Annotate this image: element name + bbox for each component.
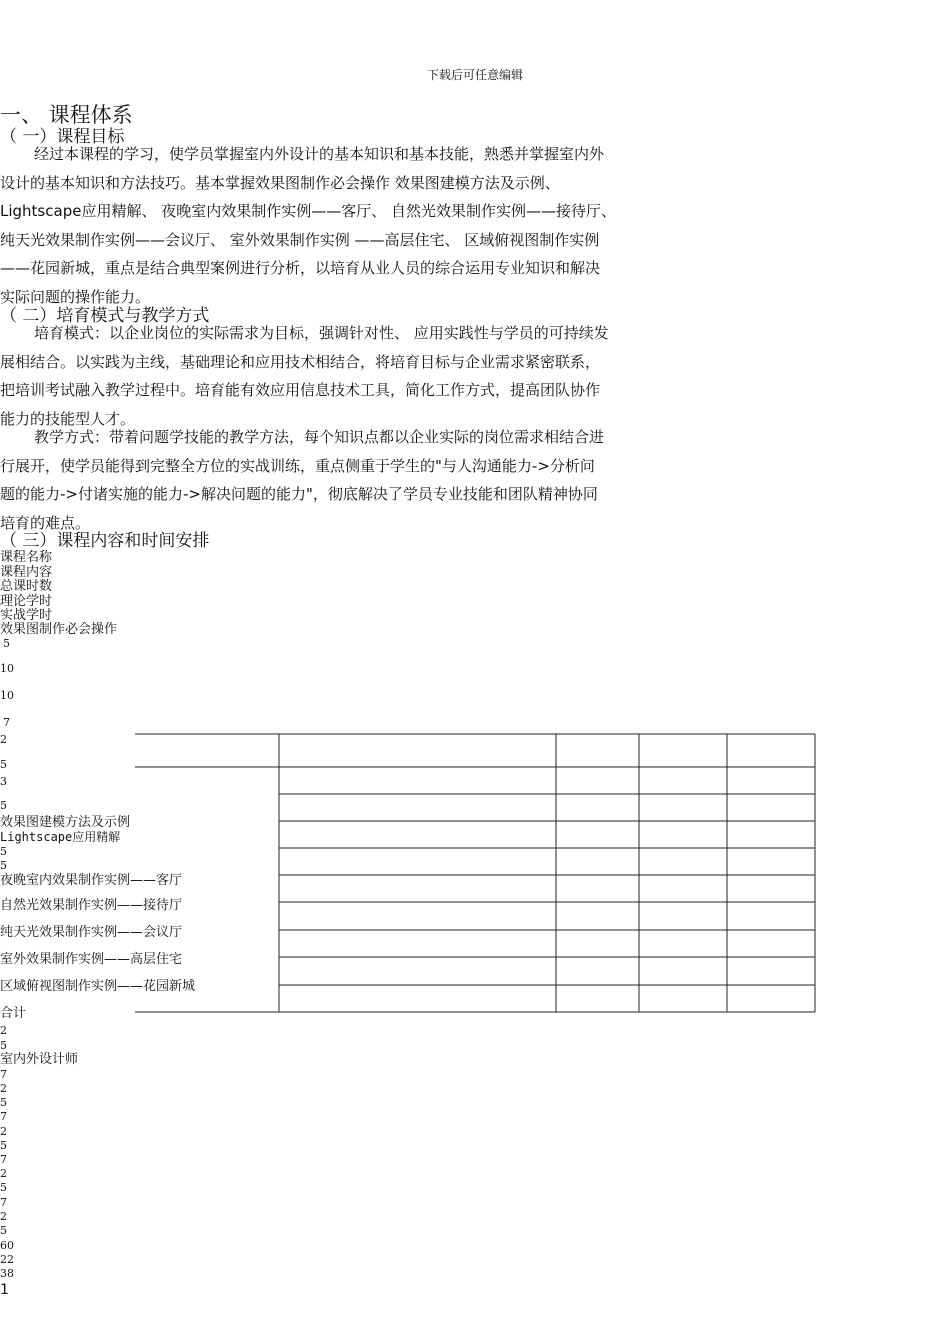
text-line: 行展开，使学员能得到完整全方位的实战训练，重点侧重于学生的"与人沟通能力->分析问 xyxy=(0,456,595,475)
text-line: 教学方式：带着问题学技能的教学方法，每个知识点都以企业实际的岗位需求相结合进 xyxy=(34,428,605,446)
text-line: 培育的难点。 xyxy=(0,513,91,532)
course-name: Lightscape应用精解 xyxy=(0,830,121,844)
table-number: 3 xyxy=(0,775,7,788)
table-number: 5 xyxy=(0,1224,7,1237)
table-number: 2 xyxy=(0,1024,7,1037)
text-line: ——花园新城，重点是结合典型案例进行分析，以培育从业人员的综合运用专业知识和解决 xyxy=(0,259,601,277)
course-name: 自然光效果制作实例——接待厅 xyxy=(0,898,183,913)
table-header-course-content: 课程内容 xyxy=(0,565,53,580)
table-number: 7 xyxy=(0,1068,7,1081)
table-number: 10 xyxy=(0,662,14,675)
page-number: 1 xyxy=(0,1282,9,1298)
text-line: 能力的技能型人才。 xyxy=(0,409,136,428)
table-header-total-hours: 总课时数 xyxy=(0,579,53,594)
paragraph-teaching-method xyxy=(0,423,690,537)
text-line: Lightscape应用精解、 夜晚室内效果制作实例——客厅、 自然光效果制作实例——接待厅、 xyxy=(0,202,616,220)
table-number: 2 xyxy=(0,1082,7,1095)
total-label: 合计 xyxy=(0,1006,27,1021)
page-header: 下载后可任意编辑 xyxy=(426,68,523,82)
text-line: 培育模式：以企业岗位的实际需求为目标，强调针对性、 应用实践性与学员的可持续发 xyxy=(34,324,609,342)
table-header-practice-hours: 实战学时 xyxy=(0,608,53,623)
table-number: 2 xyxy=(0,1210,7,1223)
section-title-course-system: 一、 课程体系 xyxy=(0,103,133,127)
table-number: 5 xyxy=(0,799,7,812)
course-name: 夜晚室内效果制作实例——客厅 xyxy=(0,873,183,888)
table-number: 5 xyxy=(0,758,7,771)
table-number: 2 xyxy=(0,733,7,746)
course-name: 室外效果制作实例——高层住宅 xyxy=(0,952,183,967)
target-audience: 室内外设计师 xyxy=(0,1052,79,1067)
paragraph-course-goals xyxy=(0,140,690,311)
table-number: 60 xyxy=(0,1239,14,1252)
paragraph-training-mode xyxy=(0,319,690,433)
table-number: 5 xyxy=(3,637,10,650)
table-number: 7 xyxy=(0,1153,7,1166)
table-number: 5 xyxy=(0,1039,7,1052)
text-line: 展相结合。以实践为主线，基础理论和应用技术相结合，将培育目标与企业需求紧密联系， xyxy=(0,352,601,371)
table-number: 2 xyxy=(0,1167,7,1180)
table-number: 5 xyxy=(0,845,7,858)
course-name: 效果图制作必会操作 xyxy=(0,622,118,637)
table-number: 7 xyxy=(0,1196,7,1209)
table-number: 5 xyxy=(0,1096,7,1109)
table-number: 5 xyxy=(0,859,7,872)
table-number: 38 xyxy=(0,1267,14,1280)
table-number: 10 xyxy=(0,689,14,702)
text-line: 设计的基本知识和方法技巧。基本掌握效果图制作必会操作 效果图建模方法及示例、 xyxy=(0,173,560,192)
course-name: 区域俯视图制作实例——花园新城 xyxy=(0,979,196,994)
table-number: 7 xyxy=(3,716,10,729)
table-number: 5 xyxy=(0,1181,7,1194)
text-line: 把培训考试融入教学过程中。培育能有效应用信息技术工具，简化工作方式，提高团队协作 xyxy=(0,381,601,399)
table-header-course-name: 课程名称 xyxy=(0,550,53,565)
text-line: 纯天光效果制作实例——会议厅、 室外效果制作实例 ——高层住宅、 区域俯视图制作实例 xyxy=(0,230,600,249)
table-number: 2 xyxy=(0,1125,7,1138)
subsection-title-training-mode: （ 二）培育模式与教学方式 xyxy=(0,306,210,326)
subsection-title-goals: （ 一）课程目标 xyxy=(0,127,125,147)
course-name: 纯天光效果制作实例——会议厅 xyxy=(0,925,183,940)
table-number: 5 xyxy=(0,1139,7,1152)
table-header-theory-hours: 理论学时 xyxy=(0,594,53,609)
text-line: 题的能力->付诸实施的能力->解决问题的能力"，彻底解决了学员专业技能和团队精神协同 xyxy=(0,485,598,503)
text-line: 经过本课程的学习，使学员掌握室内外设计的基本知识和基本技能，熟悉并掌握室内外 xyxy=(34,145,605,163)
table-number: 7 xyxy=(0,1110,7,1123)
table-number: 22 xyxy=(0,1253,14,1266)
subsection-title-schedule: （ 三）课程内容和时间安排 xyxy=(0,531,210,551)
text-line: 实际问题的操作能力。 xyxy=(0,287,151,306)
course-name: 效果图建模方法及示例 xyxy=(0,815,131,830)
